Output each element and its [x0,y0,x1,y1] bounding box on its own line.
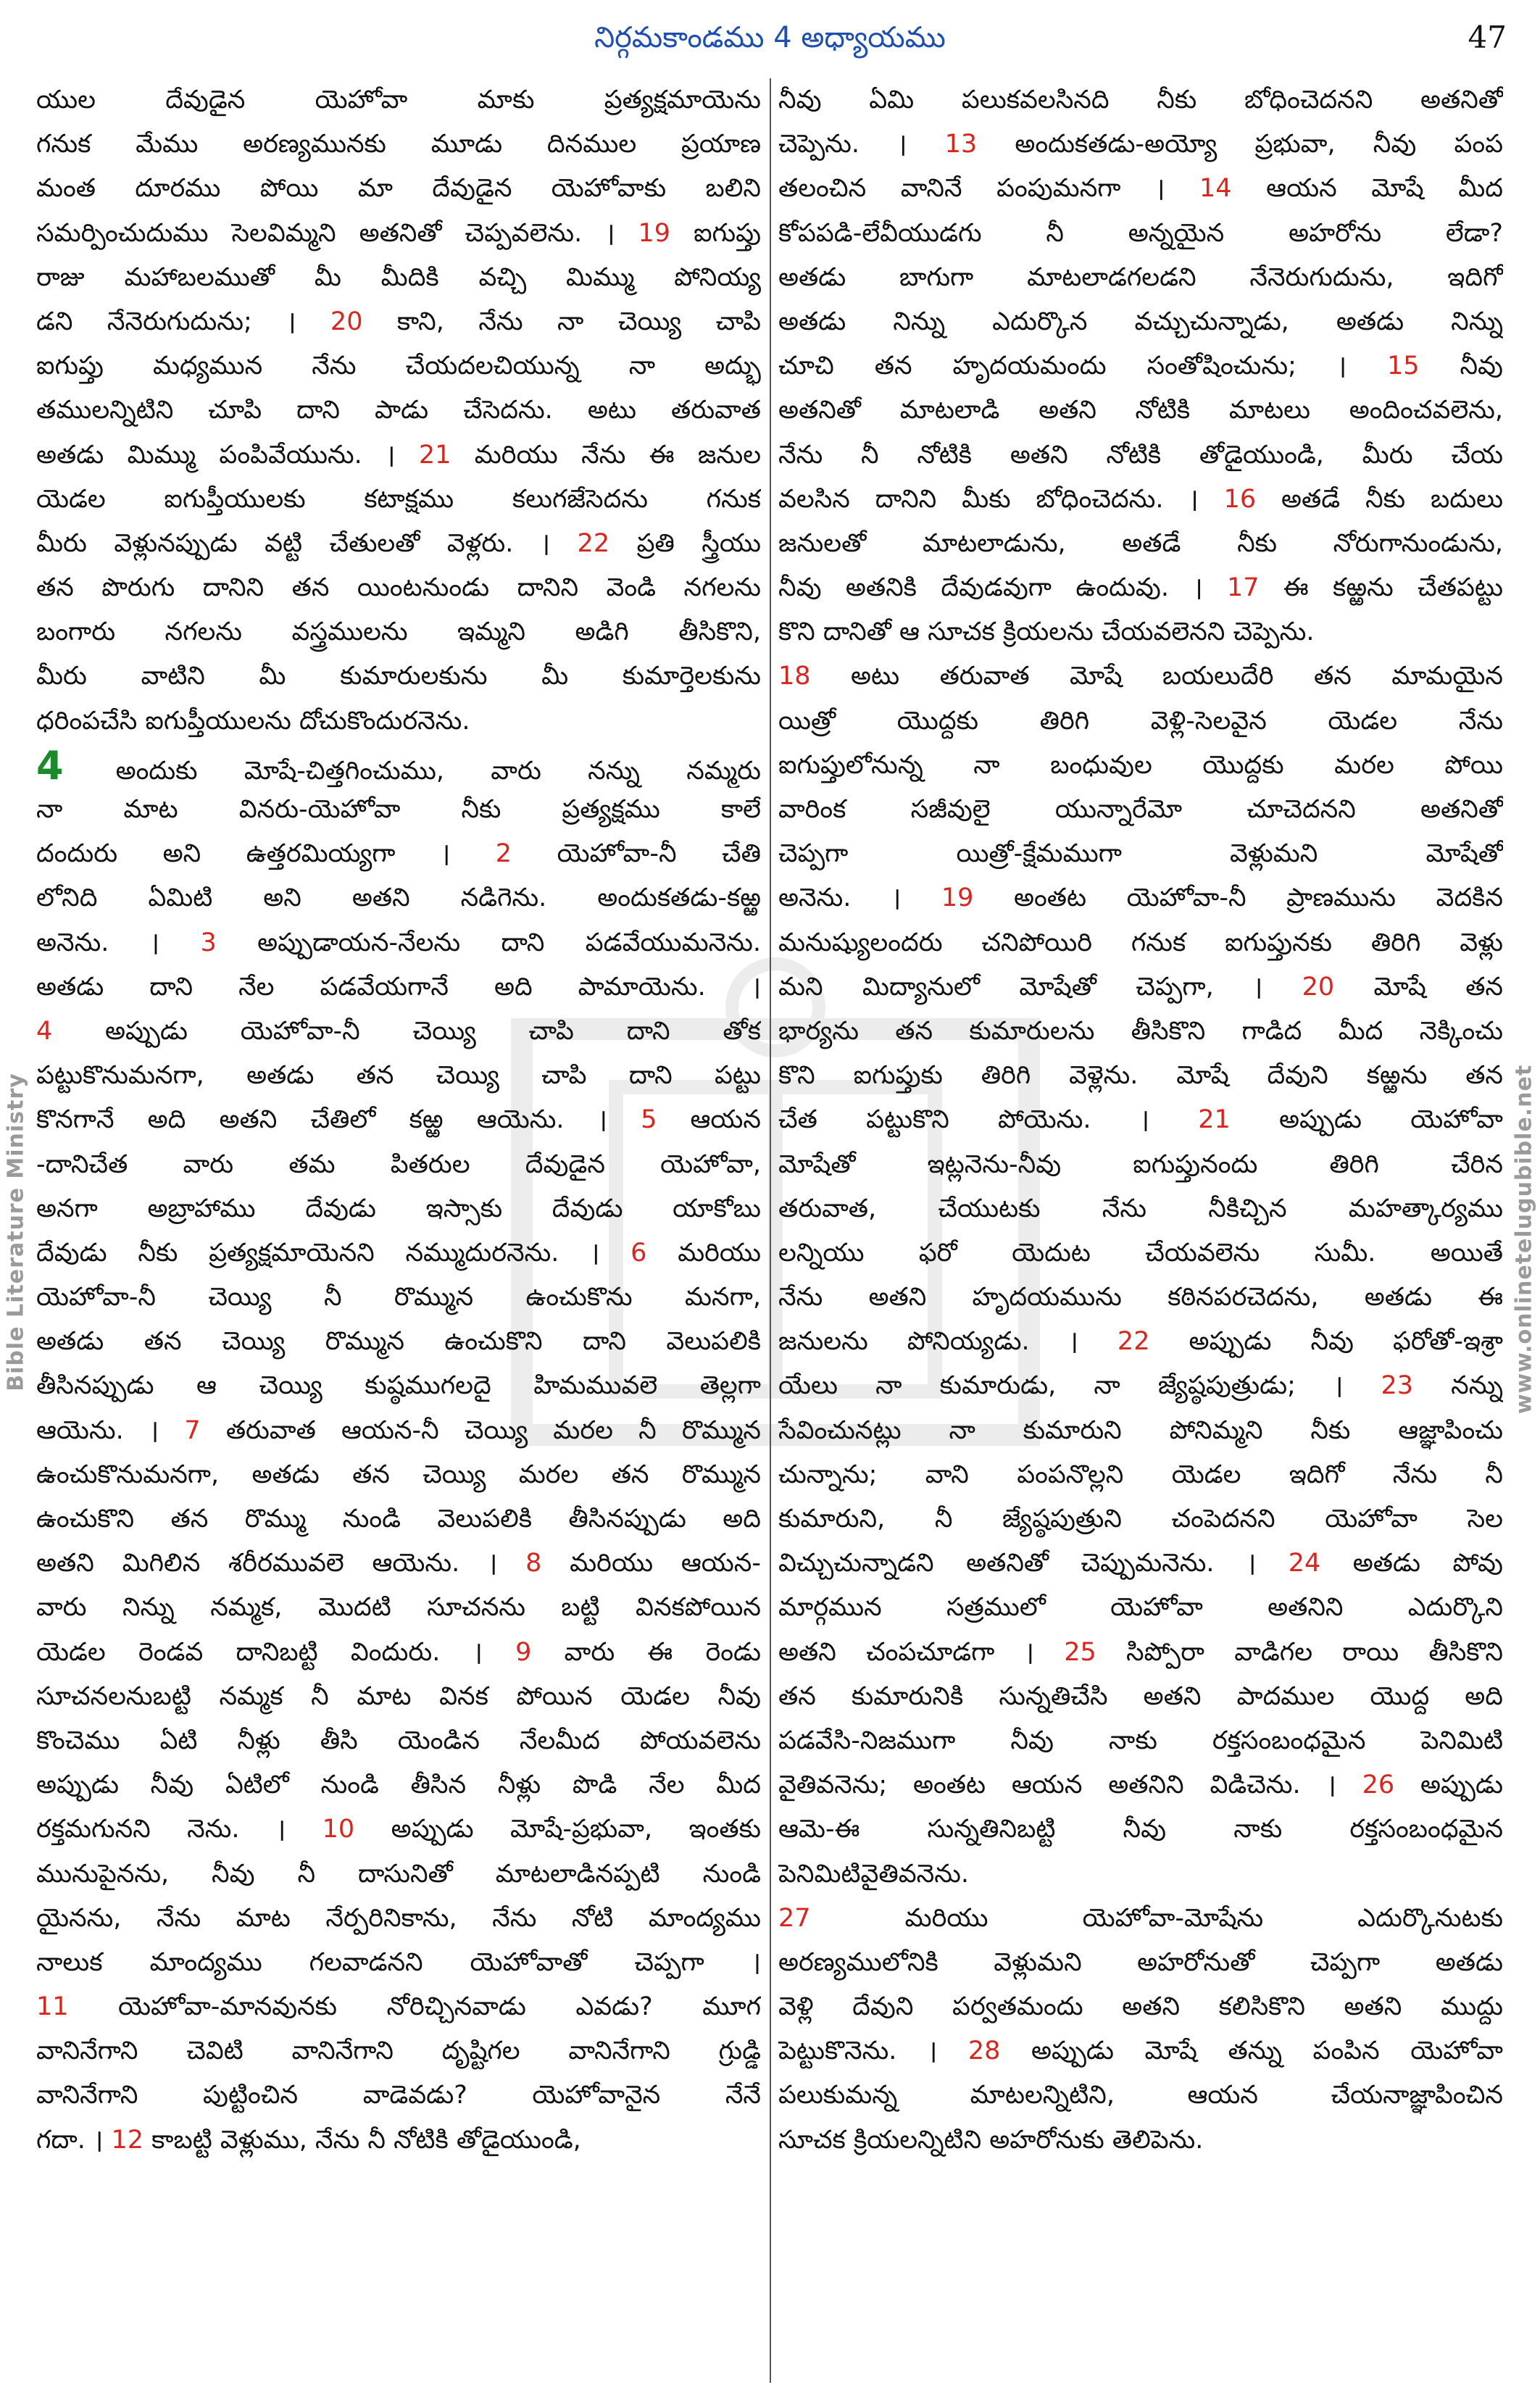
text-line: అతడు మిమ్ము పంపివేయును. । 21 మరియు నేను ఈ జనుల [36,440,761,470]
text-line: డని నేనెరుగుదును; । 20 కాని, నేను నా చెయ్యి చాపి [36,307,761,336]
ministry-name: Bible Literature Ministry [3,1073,29,1391]
text-line: యిత్రో యొద్దకు తిరిగి వెళ్లి-సెలవైన యెడల నేను [778,706,1503,736]
text-line: నేను అతని హృదయమును కఠినపరచెదను, అతడు ఈ [778,1283,1503,1312]
text-line: సూచనలనుబట్టి నమ్మక నీ మాట వినక పోయిన యెడల నీవు [36,1681,761,1711]
verse-number: 24 [1256,1549,1353,1578]
verse-number: 20 [1262,972,1374,1002]
text-line: దందురు అని ఉత్తరమియ్యగా । 2 యెహోవా-నీ చేతి [36,839,761,869]
text-line: యెడల ఐగుప్తీయులకు కటాక్షము కలుగజేసెదను గనుక [36,484,761,514]
text-line: యెహోవా-నీ చెయ్యి నీ రొమ్మున ఉంచుకొను మనగా, [36,1283,761,1312]
text-line: అరణ్యములోనికి వెళ్లుమని అహరోనుతో చెప్పగా అతడు [778,1947,1503,1977]
verse-number: 28 [937,2036,1031,2066]
verse-number: 22 [1078,1327,1189,1357]
verse-number: 11 [36,1992,119,2022]
verse-number: 19 [615,218,694,248]
verse-number: 12 [103,2125,152,2155]
text-line: పెట్టుకొనెను. । 28 అప్పుడు మోషే తన్ను పంపిన యెహోవా [778,2036,1503,2066]
text-line: ఉంచుకొని తన రొమ్ము నుండి వెలుపలికి తీసినప్పుడు అది [36,1505,761,1534]
text-line: పలుకుమన్న మాటలన్నిటిని, ఆయన చేయనాజ్ఞాపించిన [778,2081,1503,2110]
text-line: చున్నాను; వాని పంపనొల్లని యెడల ఇదిగో నేను నీ [778,1460,1503,1489]
verse-number: 15 [1347,351,1460,381]
chapter-title: నిర్గమకాండము 4 అధ్యాయము [594,21,946,54]
side-label-left [1,957,30,1507]
page-header [29,16,1511,59]
verse-number: 21 [1149,1105,1280,1135]
verse-number: 4 [36,1016,106,1046]
text-line: యేలు నా కుమారుడు, నా జ్యేష్ఠపుత్రుడు; । 23 నన్ను [778,1371,1503,1401]
text-line: మోషేతో ఇట్లనెను-నీవు ఐగుప్తునందు తిరిగి చేరిన [778,1149,1503,1179]
text-line: ఆమె-ఈ సున్నతినిబట్టి నీవు నాకు రక్తసంబంధమైన [778,1815,1503,1844]
text-line: వెళ్లి దేవుని పర్వతమందు అతని కలిసికొని అతని ముద్దు [778,1992,1503,2022]
verse-number: 13 [907,130,1015,159]
verse-number: 25 [1033,1637,1127,1667]
verse-number: 3 [159,928,258,957]
text-line: 11 యెహోవా-మానవునకు నోరిచ్చినవాడు ఎవడు? మూగ [36,1992,761,2022]
verse-number: 19 [901,883,1014,913]
text-line: యెడల రెండవ దానిబట్టి విందురు. । 9 వారు ఈ రెండు [36,1637,761,1667]
text-line: యైనను, నేను మాట నేర్పరినికాను, నేను నోటి మాంద్యము [36,1903,761,1933]
verse-number: 27 [778,1903,905,1933]
verse-number: 16 [1198,484,1282,514]
text-line: కోపపడి-లేవీయుడగు నీ అన్నయైన అహరోను లేడా? [778,218,1503,248]
text-line: మనుష్యులందరు చనిపోయిరి గనుక ఐగుప్తునకు తిరిగి వెళ్లు [778,928,1503,957]
text-line: కొనగానే అది అతని చేతిలో కఱ్ఱ ఆయెను. । 5 ఆయన [36,1105,761,1135]
text-line: ధరింపచేసి ఐగుప్తీయులను దోచుకొందురనెను. [36,706,470,736]
text-line: బంగారు నగలను వస్త్రములను ఇమ్మని అడిగి తీసికొని, [36,617,761,647]
text-line: రక్తమగునని నెను. । 10 అప్పుడు మోషే-ప్రభువా, ఇంతకు [36,1815,761,1844]
text-line: మునుపైనను, నీవు నీ దాసునితో మాటలాడినప్పటి నుండి [36,1859,761,1889]
text-line: లోనిది ఏమిటి అని అతని నడిగెను. అందుకతడు-కఱ్ఱ [36,883,761,913]
verse-number: 9 [482,1637,565,1667]
text-line: సేవించునట్లు నా కుమారుని పోనిమ్మని నీకు ఆజ్ఞాపించు [778,1415,1503,1445]
verse-number: 7 [159,1415,226,1445]
text-line: అతడు తన చెయ్యి రొమ్మున ఉంచుకొని దాని వెలుపలికి [36,1327,761,1357]
text-line: రాజు మహాబలముతో మీ మీదికి వచ్చి మిమ్ము పోనియ్య [36,262,761,292]
text-line: అతని మిగిలిన శరీరమువలె ఆయెను. । 8 మరియు ఆయన- [36,1549,761,1578]
text-line: 4 అందుకు మోషే-చిత్తగించుము, వారు నన్ను నమ్మరు [36,743,761,788]
text-line: వానినేగాని చెవిటి వానినేగాని దృష్టిగల వానినేగాని గ్రుడ్డి [36,2036,761,2066]
text-line: వారు నిన్ను నమ్మక, మొదటి సూచనను బట్టి వినకపోయిన [36,1593,761,1623]
text-line: దేవుడు నీకు ప్రత్యక్షమాయెనని నమ్ముదురనెను. । 6 మరియు [36,1238,761,1268]
verse-number: 14 [1165,174,1267,204]
text-line: అప్పుడు నీవు ఏటిలో నుండి తీసిన నీళ్లు పొడి నేల మీద [36,1770,761,1800]
text-line: తములన్నిటిని చూపి దాని పాడు చేసెదను. అటు తరువాత [36,396,761,425]
text-line: తరువాత, చేయుటకు నేను నీకిచ్చిన మహత్కార్యము [778,1194,1503,1223]
chapter-number: 4 [36,743,116,788]
right-column [778,78,1503,2390]
text-line: మీరు వెళ్లునప్పుడు వట్టి చేతులతో వెళ్లరు. । 22 ప్రతి స్త్రీయు [36,528,761,558]
text-line: విచ్చుచున్నాడని అతనితో చెప్పుమనెను. । 24 అతడు పోవు [778,1549,1503,1578]
text-line: లన్నియు ఫరో యెదుట చేయవలెను సుమీ. అయితే [778,1238,1503,1268]
text-line: యుల దేవుడైన యెహోవా మాకు ప్రత్యక్షమాయెను [36,86,761,115]
text-line: ఉంచుకొనుమనగా, అతడు తన చెయ్యి మరల తన రొమ్మున [36,1460,761,1489]
text-line: కుమారుని, నీ జ్యేష్ఠపుత్రుని చంపెదనని యెహోవా సెల [778,1505,1503,1534]
text-line: ఐగుప్తు మధ్యమున నేను చేయదలచియున్న నా అద్భు [36,351,761,381]
text-line: నాలుక మాంద్యము గలవాడనని యెహోవాతో చెప్పగా । [36,1947,761,1977]
side-label-right [1510,986,1539,1493]
verse-number: 5 [607,1105,691,1135]
text-line: నీవు అతనికి దేవుడవుగా ఉందువు. । 17 ఈ కఱ్ఱను చేతపట్టు [778,573,1503,603]
text-line: అతనితో మాటలాడి అతని నోటికి మాటలు అందించవలెను, [778,396,1503,425]
text-line: కొని ఐగుప్తుకు తిరిగి వెళ్లెను. మోషే దేవుని కఱ్ఱను తన [778,1061,1503,1091]
text-line: గనుక మేము అరణ్యమునకు మూడు దినముల ప్రయాణ [36,130,761,159]
text-line: నేను నీ నోటికి అతని నోటికి తోడైయుండి, మీరు చేయ [778,440,1503,470]
text-line: మార్గమున సత్రములో యెహోవా అతనిని ఎదుర్కొని [778,1593,1503,1623]
text-line: జనులతో మాటలాడును, అతడే నీకు నోరుగానుండును, [778,528,1503,558]
text-line: తీసినప్పుడు ఆ చెయ్యి కుష్ఠముగలదై హిమమువలె తెల్లగా [36,1371,761,1401]
text-line: ఆయెను. । 7 తరువాత ఆయన-నీ చెయ్యి మరల నీ రొమ్మున [36,1415,761,1445]
text-line: తలంచిన వానినే పంపుమనగా । 14 ఆయన మోషే మీద [778,174,1503,204]
text-line: అతడు నిన్ను ఎదుర్కొన వచ్చుచున్నాడు, అతడు నిన్ను [778,307,1503,336]
verse-number: 26 [1336,1770,1421,1800]
text-line: వలసిన దానిని మీకు బోధించెదను. । 16 అతడే నీకు బదులు [778,484,1503,514]
page-number: 47 [1468,20,1507,55]
text-line: తన పొరుగు దానిని తన యింటనుండు దానిని వెండి నగలను [36,573,761,603]
column-divider [770,78,771,2383]
text-line: అనెను. । 19 అంతట యెహోవా-నీ ప్రాణమును వెదకిన [778,883,1503,913]
website-url: www.onlinetelugubible.net [1511,1064,1537,1415]
text-line: నీవు ఏమి పలుకవలసినది నీకు బోధించెదనని అతనితో [778,86,1503,115]
text-line: పట్టుకొనుమనగా, అతడు తన చెయ్యి చాపి దాని పట్టు [36,1061,761,1091]
text-line: అతడు దాని నేల పడవేయగానే అది పామాయెను. । [36,972,761,1002]
text-line: తన కుమారునికి సున్నతిచేసి అతని పాదముల యొద్ద అది [778,1681,1503,1711]
text-line: వారింక సజీవులై యున్నారేమో చూచెదనని అతనితో [778,795,1503,824]
verse-number: 10 [286,1815,391,1844]
text-line: నా మాట వినరు-యెహోవా నీకు ప్రత్యక్షము కాలే [36,795,761,824]
verse-number: 21 [395,440,475,470]
verse-number: 20 [296,307,397,336]
text-line: మీరు వాటిని మీ కుమారులకును మీ కుమార్తెలకును [36,662,761,691]
verse-number: 17 [1202,573,1283,603]
text-line: పెనిమిటివైతివనెను. [778,1859,970,1889]
left-column [36,78,761,2390]
verse-number: 8 [497,1549,570,1578]
text-line: సమర్పించుదుము సెలవిమ్మని అతనితో చెప్పవలెను. । 19 ఐగుప్తు [36,218,761,248]
text-line: సూచక క్రియలన్నిటిని అహరోనుకు తెలిపెను. [778,2125,1204,2155]
text-line: మంత దూరము పోయి మా దేవుడైన యెహోవాకు బలిని [36,174,761,204]
text-line: చూచి తన హృదయమందు సంతోషించును; । 15 నీవు [778,351,1503,381]
text-line: అనెను. । 3 అప్పుడాయన-నేలను దాని పడవేయుమనెను. [36,928,761,957]
verse-number: 22 [550,528,637,558]
text-line: చేత పట్టుకొని పోయెను. । 21 అప్పుడు యెహోవా [778,1105,1503,1135]
right-column-lines [778,78,1503,2163]
verse-number: 18 [778,662,851,691]
text-line: వైతివనెను; అంతట ఆయన అతనిని విడిచెను. । 26 అప్పుడు [778,1770,1503,1800]
text-line: భార్యను తన కుమారులను తీసికొని గాడిద మీద నెక్కించు [778,1016,1503,1046]
text-line: జనులను పోనియ్యడు. । 22 అప్పుడు నీవు ఫరోతో-ఇశ్రా [778,1327,1503,1357]
text-line: అనగా అబ్రాహాము దేవుడు ఇస్సాకు దేవుడు యాకోబు [36,1194,761,1223]
text-line: కొంచెము ఏటి నీళ్లు తీసి యెండిన నేలమీద పోయవలెను [36,1726,761,1755]
text-line: కొని దానితో ఆ సూచక క్రియలను చేయవలెనని చెప్పెను. [778,617,1315,647]
text-line: అతని చంపచూడగా । 25 సిప్పోరా వాడిగల రాయి తీసికొని [778,1637,1503,1667]
text-line: పడవేసి-నిజముగా నీవు నాకు రక్తసంబంధమైన పెనిమిటి [778,1726,1503,1755]
text-line: గదా. । 12 కాబట్టి వెళ్లుము, నేను నీ నోటికి తోడైయుండి, [36,2125,581,2155]
text-line: చెప్పగా యిత్రో-క్షేమముగా వెళ్లుమని మోషేతో [778,839,1503,869]
text-line: 18 అటు తరువాత మోషే బయలుదేరి తన మామయైన [778,662,1503,691]
verse-number: 23 [1343,1371,1452,1401]
text-line: వానినేగాని పుట్టించిన వాడెవడు? యెహోవానైన నేనే [36,2081,761,2110]
text-line: ఐగుప్తులోనున్న నా బంధువుల యొద్దకు మరల పోయి [778,750,1503,780]
text-line: -దానిచేత వారు తమ పితరుల దేవుడైన యెహోవా, [36,1149,761,1179]
left-column-lines [36,78,761,2163]
text-line: మని మిద్యానులో మోషేతో చెప్పగా, । 20 మోషే తన [778,972,1503,1002]
text-line: అతడు బాగుగా మాటలాడగలడని నేనెరుగుదును, ఇదిగో [778,262,1503,292]
verse-number: 2 [450,839,557,869]
text-line: చెప్పెను. । 13 అందుకతడు-అయ్యో ప్రభువా, నీవు పంప [778,130,1503,159]
text-line: 4 అప్పుడు యెహోవా-నీ చెయ్యి చాపి దాని తోక [36,1016,761,1046]
verse-number: 6 [599,1238,678,1268]
text-line: 27 మరియు యెహోవా-మోషేను ఎదుర్కొనుటకు [778,1903,1503,1933]
